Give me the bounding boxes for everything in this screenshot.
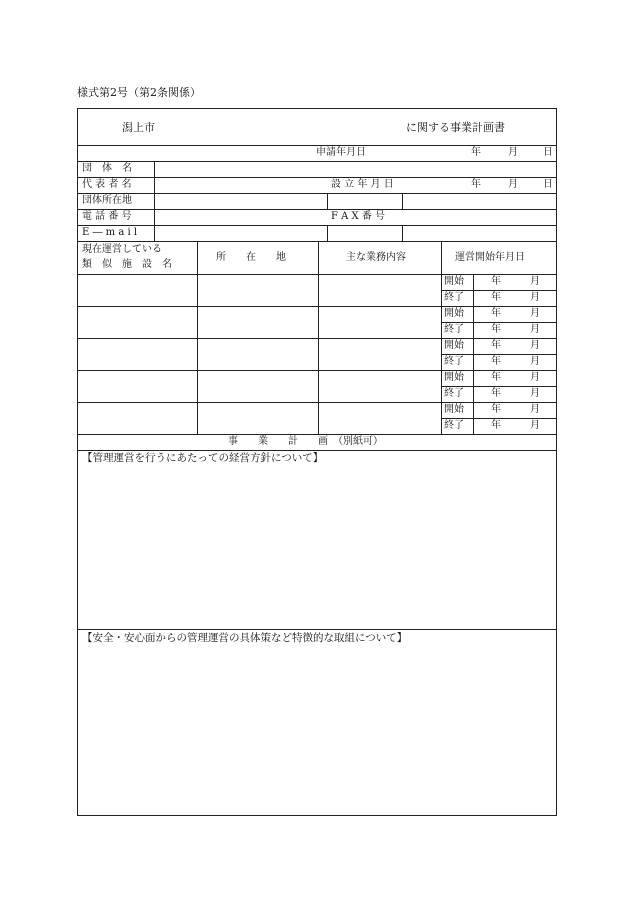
month-label: 月 xyxy=(530,340,540,351)
end-label: 終了 xyxy=(444,292,464,303)
month-label: 月 xyxy=(530,372,540,383)
divider xyxy=(327,225,328,241)
form-number: 様式第2号（第2条関係） xyxy=(77,86,201,99)
year-label: 年 xyxy=(491,340,501,351)
divider xyxy=(197,241,198,434)
end-label: 終了 xyxy=(444,356,464,367)
application-day: 日 xyxy=(543,147,553,158)
divider xyxy=(154,161,155,241)
business-header: 主な業務内容 xyxy=(346,252,406,263)
year-label: 年 xyxy=(491,420,501,431)
start-label: 開始 xyxy=(444,340,464,351)
divider xyxy=(441,322,556,323)
plan-title: に関する事業計画書 xyxy=(406,121,505,134)
divider xyxy=(441,290,556,291)
divider xyxy=(78,209,556,210)
year-label: 年 xyxy=(491,388,501,399)
start-label: 開始 xyxy=(444,276,464,287)
divider xyxy=(78,306,556,307)
divider xyxy=(327,193,328,209)
month-label: 月 xyxy=(530,324,540,335)
divider xyxy=(441,418,556,419)
divider xyxy=(78,434,556,435)
established-day: 日 xyxy=(543,179,553,190)
established-month: 月 xyxy=(508,179,518,190)
start-label: 開始 xyxy=(444,308,464,319)
year-label: 年 xyxy=(491,372,501,383)
phone-label: 電 話 番 号 xyxy=(82,211,132,222)
divider xyxy=(402,225,403,241)
year-label: 年 xyxy=(491,356,501,367)
divider xyxy=(441,386,556,387)
month-label: 月 xyxy=(530,308,540,319)
start-label: 開始 xyxy=(444,404,464,415)
divider xyxy=(78,241,556,242)
year-label: 年 xyxy=(491,292,501,303)
divider xyxy=(78,193,556,194)
divider xyxy=(78,450,556,451)
year-label: 年 xyxy=(491,308,501,319)
year-label: 年 xyxy=(491,276,501,287)
end-label: 終了 xyxy=(444,420,464,431)
divider xyxy=(78,629,556,630)
start-date-header: 運営開始年月日 xyxy=(455,252,525,263)
representative-label: 代 表 者 名 xyxy=(82,179,132,190)
end-label: 終了 xyxy=(444,324,464,335)
divider xyxy=(441,354,556,355)
divider xyxy=(473,274,474,434)
divider xyxy=(402,193,403,209)
city-label: 潟上市 xyxy=(122,121,155,134)
divider xyxy=(318,241,319,434)
month-label: 月 xyxy=(530,356,540,367)
policy-heading: 【管理運営を行うにあたっての経営方針について】 xyxy=(82,452,324,464)
established-year: 年 xyxy=(471,179,481,190)
divider xyxy=(78,225,556,226)
divider xyxy=(78,370,556,371)
application-month: 月 xyxy=(508,147,518,158)
divider xyxy=(78,338,556,339)
established-label: 設 立 年 月 日 xyxy=(331,179,394,190)
divider xyxy=(78,177,556,178)
divider xyxy=(441,241,442,434)
address-label: 団体所在地 xyxy=(82,195,132,206)
divider xyxy=(78,402,556,403)
end-label: 終了 xyxy=(444,388,464,399)
location-header: 所 在 地 xyxy=(216,252,286,263)
month-label: 月 xyxy=(530,404,540,415)
facility-name-header-2: 類 似 施 設 名 xyxy=(82,259,172,270)
start-label: 開始 xyxy=(444,372,464,383)
safety-heading: 【安全・安心面からの管理運営の具体策など特徴的な取組について】 xyxy=(82,632,408,644)
facility-name-header-1: 現在運営している xyxy=(82,244,162,255)
group-name-label: 団 体 名 xyxy=(82,163,132,174)
plan-header: 事 業 計 画 （別紙可） xyxy=(228,436,383,447)
year-label: 年 xyxy=(491,324,501,335)
fax-label: F A X 番 号 xyxy=(331,211,385,222)
month-label: 月 xyxy=(530,276,540,287)
application-year: 年 xyxy=(471,147,481,158)
divider xyxy=(78,145,556,146)
divider xyxy=(78,274,556,275)
year-label: 年 xyxy=(491,404,501,415)
divider xyxy=(78,161,556,162)
month-label: 月 xyxy=(530,420,540,431)
month-label: 月 xyxy=(530,388,540,399)
email-label: E ― m a i l xyxy=(82,227,138,238)
month-label: 月 xyxy=(530,292,540,303)
plan-form xyxy=(77,108,557,816)
application-date-label: 申請年月日 xyxy=(316,147,366,158)
